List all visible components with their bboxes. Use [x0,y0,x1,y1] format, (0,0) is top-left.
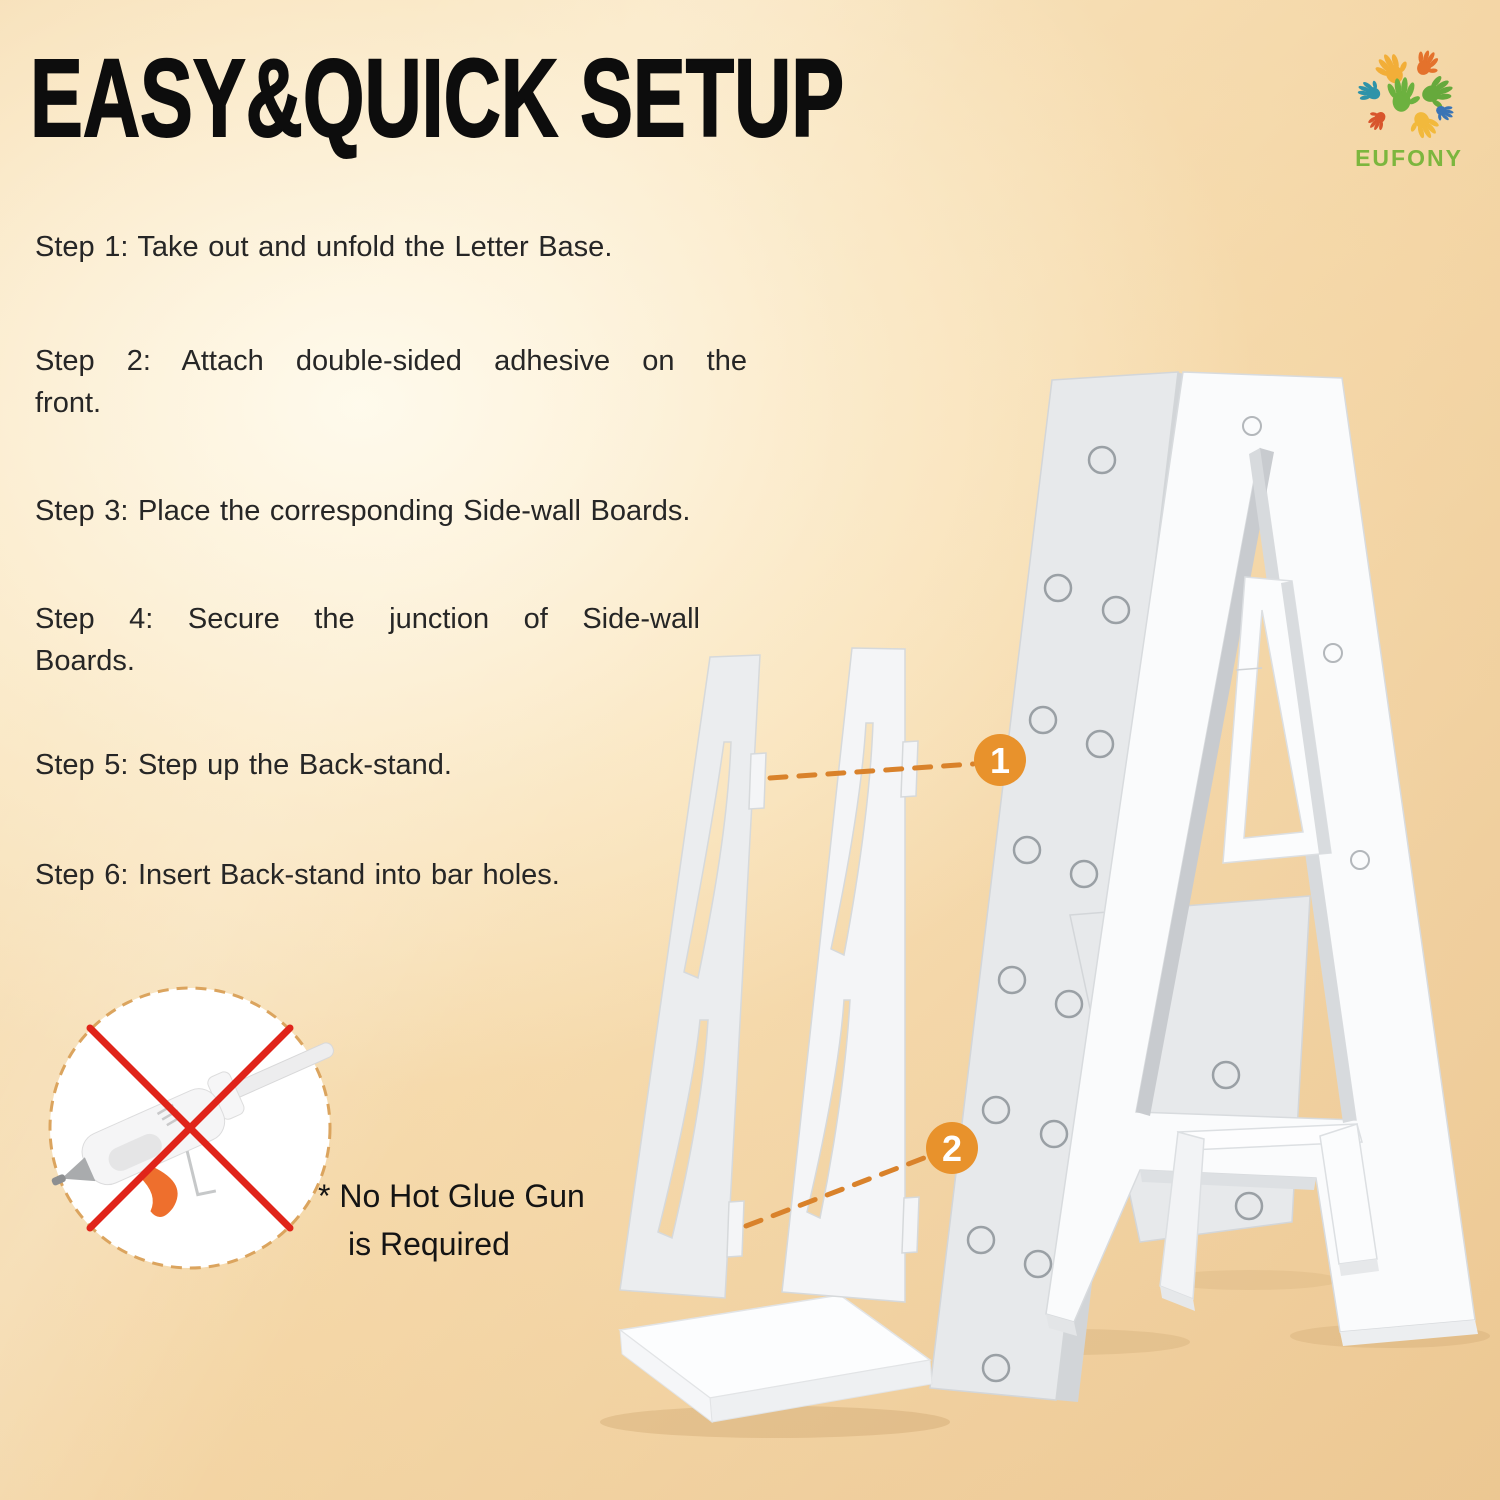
brand-name: EUFONY [1355,145,1463,171]
no-glue-gun-badge [28,966,352,1290]
step-2: Step 2: Attach double-sided adhesive on the front. [35,340,755,424]
step-4: Step 4: Secure the junction of Side-wall Boards. [35,598,755,682]
letter-a-assembly-illustration [600,340,1500,1450]
callout-2-number: 2 [941,1128,963,1169]
callout-1-number: 1 [989,740,1011,781]
brand-handprints-icon [1336,46,1482,142]
step-1-text: Step 1: Take out and unfold the Letter Base. [35,231,613,263]
no-glue-gun-note [318,1172,585,1268]
step-6-text: Step 6: Insert Back-stand into bar holes. [35,859,560,891]
brand-logo [1336,46,1482,172]
step-1 [35,226,755,268]
note-line-2: is Required [348,1226,510,1262]
step-5-text: Step 5: Step up the Back-stand. [35,749,452,781]
page-title: EASY&QUICK SETUP [30,37,845,160]
step-4-text: Step 4: Secure the junction of Side-wall [35,603,700,635]
step-2-text: Step 2: Attach double-sided adhesive on the [35,345,747,377]
step-3-text: Step 3: Place the corresponding Side-wall Boards. [35,495,691,527]
note-line-1: * No Hot Glue Gun [318,1178,585,1214]
back-stand-assembly [620,648,932,1422]
